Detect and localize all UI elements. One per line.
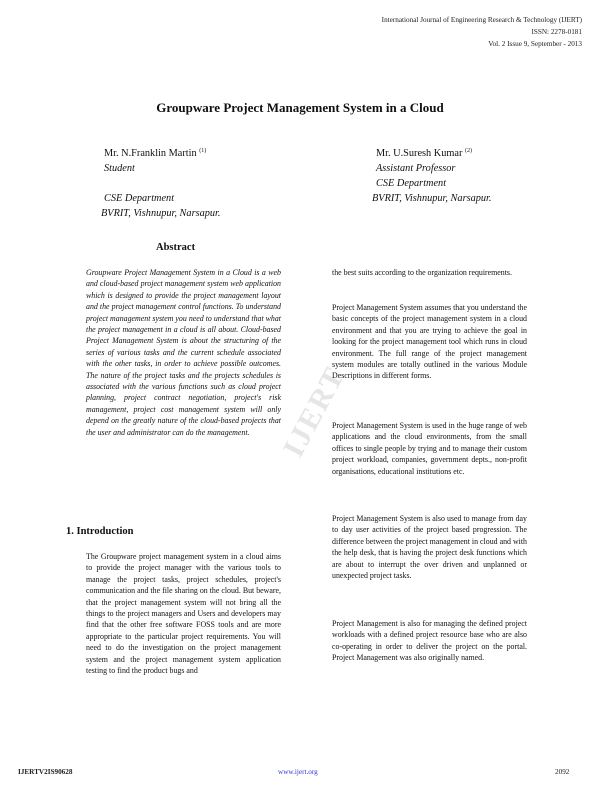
- journal-name: International Journal of Engineering Research & Technology (IJERT): [381, 16, 582, 24]
- author-left-org: BVRIT, Vishnupur, Narsapur.: [101, 208, 221, 219]
- journal-issn: ISSN: 2278-0181: [531, 28, 582, 36]
- introduction-text: The Groupware project management system in a cloud aims to provide the project manager with the various tools to manage the project tasks, project schedules, project's communication and the file sharing on the cloud. But beware, that the project management system will not bring all the things to the project managers and Users and developers may find that the other free software FOSS tools and are more appropriate to the particular project requirements. You will need to do the investigation on the project management system and the project management system application testing to find the product bugs and: [86, 552, 281, 676]
- abstract-text: Groupware Project Management System in a Cloud is a web and cloud-based project management system web application which is designed to provide the project management layout and the project management control functions. To understand project management system you need to understand that what the project management in a cloud is all about. Cloud-based Project Management System is about the structuring of the series of various tasks and the current schedule associated with the other tasks, in order to achieve possible outcomes. The nature of the project tasks and the projects schedules is associated with the various functions such as cloud project planning, project contract negotiation, project's risk management, project cost management system will only depend on the greatly nature of the cloud-based projects that the user and administrator can do the management.: [86, 268, 281, 437]
- right-paragraph-1: the best suits according to the organization requirements.: [332, 268, 512, 277]
- journal-header: [382, 14, 582, 50]
- right-paragraph-2: Project Management System assumes that you understand the basic concepts of the project management system in a cloud environment and that you are trying to achieve the goal in looking for the project management tool which runs in cloud environment. The full range of the project management system modules are totally outlined in the various Module Descriptions in different forms.: [332, 303, 527, 381]
- author-right-dept: CSE Department: [376, 178, 447, 189]
- author-left-dept: CSE Department: [104, 193, 175, 204]
- abstract-heading: Abstract: [156, 242, 196, 253]
- footer-page-number: 2092: [555, 768, 570, 776]
- author-left: [101, 144, 221, 221]
- author-right-name: Mr. U.Suresh Kumar: [376, 148, 463, 159]
- footer-website-link[interactable]: www.ijert.org: [278, 768, 318, 776]
- right-paragraph-4: Project Management System is also used to manage from day to day user activities of the project based progression. The difference between the project management in cloud and with the help desk, that is having the project desk functions which are about to interrupt the over driven and unplanned or unexpected project tasks.: [332, 514, 527, 581]
- journal-volume: Vol. 2 Issue 9, September - 2013: [488, 40, 582, 48]
- right-paragraph-5: Project Management is also for managing the defined project workloads with a defined project resource base who are also co-operating in order to deliver the project on the portal. Project Management was also originally named.: [332, 619, 527, 663]
- author-right: [372, 144, 492, 206]
- introduction-heading: 1. Introduction: [66, 526, 134, 537]
- paper-title: Groupware Project Management System in a Cloud: [156, 100, 444, 115]
- footer-paper-id: IJERTV2IS90628: [18, 768, 73, 776]
- author-right-role: Assistant Professor: [376, 163, 456, 174]
- author-left-name: Mr. N.Franklin Martin: [104, 148, 197, 159]
- author-right-org: BVRIT, Vishnupur, Narsapur.: [372, 193, 492, 204]
- author-left-sup: (1): [199, 148, 207, 154]
- ijert-watermark: IJERT: [276, 361, 352, 463]
- author-right-sup: (2): [464, 148, 472, 154]
- right-paragraph-3: Project Management System is used in the huge range of web applications and the cloud environments, from the small offices to single people by trying and to manage their custom project workload, companies, government depts., non-profit organisations, educational institutions etc.: [332, 421, 527, 476]
- author-left-role: Student: [104, 163, 135, 174]
